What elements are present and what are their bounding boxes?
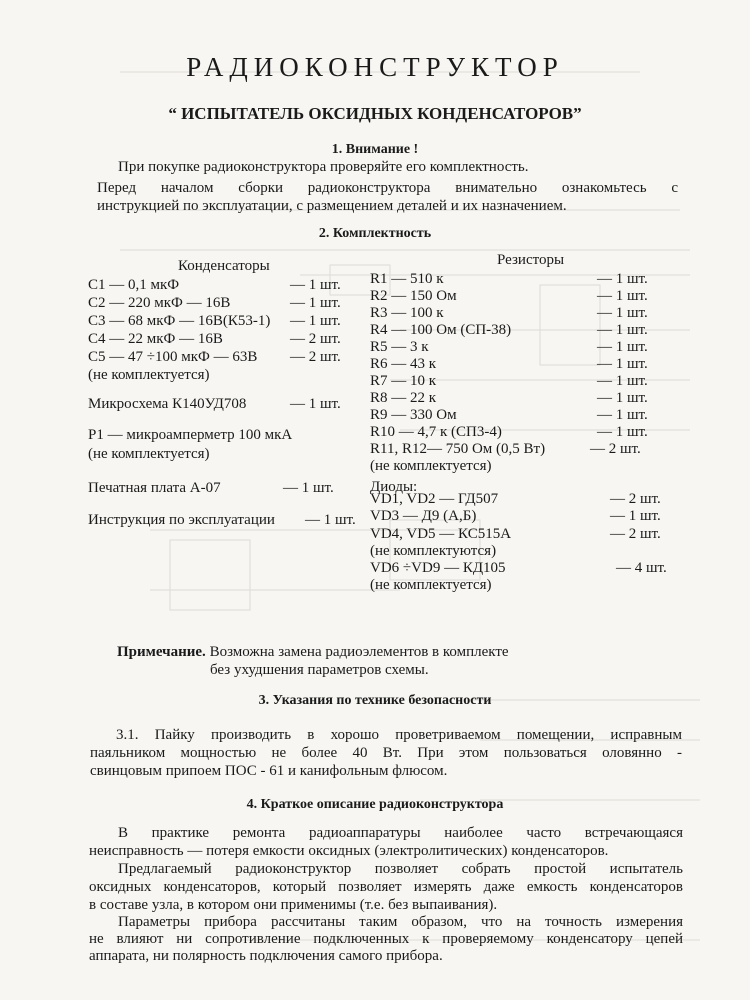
section-4-line-5: в составе узла, в котором они применимы (т.е. без выпаивания). xyxy=(89,897,498,913)
section-1-paragraph-2-line-1: Перед началом сборки радиоконструктора внимательно ознакомьтесь с xyxy=(97,180,678,196)
resistor-r3: R3 — 100 к xyxy=(370,305,444,321)
section-2-heading: 2. Комплектность xyxy=(318,226,432,241)
capacitor-c1: С1 — 0,1 мкФ xyxy=(88,277,180,293)
section-1-paragraph-2-line-2: инструкцией по эксплуатации, с размещением деталей и их назначением. xyxy=(97,198,567,214)
diode-vd3: VD3 — Д9 (А,Б) xyxy=(370,508,477,524)
resistor-r2-qty: — 1 шт. xyxy=(597,288,648,304)
microchip-qty: — 1 шт. xyxy=(290,396,341,412)
resistor-r5-qty: — 1 шт. xyxy=(597,339,648,355)
pcb-qty: — 1 шт. xyxy=(283,480,334,496)
section-4-heading: 4. Краткое описание радиоконструктора xyxy=(246,797,504,812)
capacitor-c5-note: (не комплектуется) xyxy=(88,367,210,383)
diode-vd1-vd2-qty: — 2 шт. xyxy=(610,491,661,507)
resistor-r10: R10 — 4,7 к (СП3-4) xyxy=(370,424,502,440)
microammeter-note: (не комплектуется) xyxy=(88,446,210,462)
resistor-r1-qty: — 1 шт. xyxy=(597,271,648,287)
section-1-heading: 1. Внимание ! xyxy=(331,142,419,157)
diode-vd4-vd5-note: (не комплектуются) xyxy=(370,543,497,559)
resistor-r11-r12-qty: — 2 шт. xyxy=(590,441,641,457)
resistor-r4-qty: — 1 шт. xyxy=(597,322,648,338)
resistor-r7: R7 — 10 к xyxy=(370,373,437,389)
microchip-item: Микросхема К140УД708 xyxy=(88,396,247,412)
kit-note-line-2: без ухудшения параметров схемы. xyxy=(210,662,429,678)
manual-qty: — 1 шт. xyxy=(305,512,356,528)
page-title: РАДИОКОНСТРУКТОР xyxy=(186,52,564,82)
pcb-item: Печатная плата А-07 xyxy=(88,480,221,496)
resistor-r4: R4 — 100 Ом (СП-38) xyxy=(370,322,512,338)
diode-vd6-vd9: VD6 ÷VD9 — КД105 xyxy=(370,560,506,576)
kit-note-line-1 xyxy=(117,644,509,661)
section-1-paragraph-1: При покупке радиоконструктора проверяйте его комплектность. xyxy=(118,159,529,175)
capacitor-c2-qty: — 1 шт. xyxy=(290,295,341,311)
kit-note-label: Примечание. xyxy=(117,644,206,660)
section-4-line-1: В практике ремонта радиоаппаратуры наиболее часто встречающаяся xyxy=(118,825,683,841)
section-4-line-2: неисправность — потеря емкости оксидных (электролитических) конденсаторов. xyxy=(89,843,609,859)
section-4-line-6: Параметры прибора рассчитаны таким образом, что на точность измерения xyxy=(118,914,683,930)
resistor-r3-qty: — 1 шт. xyxy=(597,305,648,321)
section-4-line-4: оксидных конденсаторов, который позволяет измерять даже емкость конденсаторов xyxy=(89,879,683,895)
page-subtitle: “ ИСПЫТАТЕЛЬ ОКСИДНЫХ КОНДЕНСАТОРОВ” xyxy=(168,104,582,123)
resistor-r5: R5 — 3 к xyxy=(370,339,429,355)
resistors-header: Резисторы xyxy=(497,252,565,268)
section-4-line-7: не влияют ни сопротивление подключенных к проверяемому конденсатору цепей xyxy=(89,931,683,947)
section-3-line-3: свинцовым припоем ПОС - 61 и канифольным флюсом. xyxy=(90,763,448,779)
capacitor-c1-qty: — 1 шт. xyxy=(290,277,341,293)
microammeter-item: Р1 — микроамперметр 100 мкА xyxy=(88,427,293,443)
resistor-r6-qty: — 1 шт. xyxy=(597,356,648,372)
capacitor-c5: С5 — 47 ÷100 мкФ — 63В xyxy=(88,349,258,365)
resistor-r1: R1 — 510 к xyxy=(370,271,444,287)
section-3-line-2: паяльником мощностью не более 40 Вт. При этом пользоваться оловянно - xyxy=(90,745,682,761)
resistor-r10-qty: — 1 шт. xyxy=(597,424,648,440)
resistor-r9: R9 — 330 Ом xyxy=(370,407,457,423)
capacitor-c2: С2 — 220 мкФ — 16В xyxy=(88,295,231,311)
section-4-line-3: Предлагаемый радиоконструктор позволяет собрать простой испытатель xyxy=(118,861,683,877)
resistor-r6: R6 — 43 к xyxy=(370,356,437,372)
diode-vd4-vd5-qty: — 2 шт. xyxy=(610,526,661,542)
resistor-r7-qty: — 1 шт. xyxy=(597,373,648,389)
resistor-r11-r12-note: (не комплектуется) xyxy=(370,458,492,474)
diode-vd6-vd9-qty: — 4 шт. xyxy=(616,560,667,576)
resistor-r8: R8 — 22 к xyxy=(370,390,437,406)
diode-vd6-vd9-note: (не комплектуется) xyxy=(370,577,492,593)
capacitor-c4-qty: — 2 шт. xyxy=(290,331,341,347)
diodes-header: Диоды: xyxy=(370,479,418,495)
kit-note-text: Возможна замена радиоэлементов в комплекте xyxy=(209,644,509,660)
diode-vd1-vd2: VD1, VD2 — ГД507 xyxy=(370,491,499,507)
resistor-r11-r12: R11, R12— 750 Ом (0,5 Вт) xyxy=(370,441,546,457)
resistor-r2: R2 — 150 Ом xyxy=(370,288,457,304)
resistor-r9-qty: — 1 шт. xyxy=(597,407,648,423)
manual-item: Инструкция по эксплуатации xyxy=(88,512,275,528)
capacitors-header: Конденсаторы xyxy=(178,258,270,274)
diode-vd3-qty: — 1 шт. xyxy=(610,508,661,524)
capacitor-c5-qty: — 2 шт. xyxy=(290,349,341,365)
diode-vd4-vd5: VD4, VD5 — КС515А xyxy=(370,526,512,542)
capacitor-c3: С3 — 68 мкФ — 16В(К53-1) xyxy=(88,313,271,329)
section-4-line-8: аппарата, ни полярность подключения самого прибора. xyxy=(89,948,443,964)
capacitor-c4: С4 — 22 мкФ — 16В xyxy=(88,331,223,347)
capacitor-c3-qty: — 1 шт. xyxy=(290,313,341,329)
section-3-line-1: 3.1. Пайку производить в хорошо проветриваемом помещении, исправным xyxy=(116,727,682,743)
section-3-heading: 3. Указания по технике безопасности xyxy=(258,693,492,708)
resistor-r8-qty: — 1 шт. xyxy=(597,390,648,406)
